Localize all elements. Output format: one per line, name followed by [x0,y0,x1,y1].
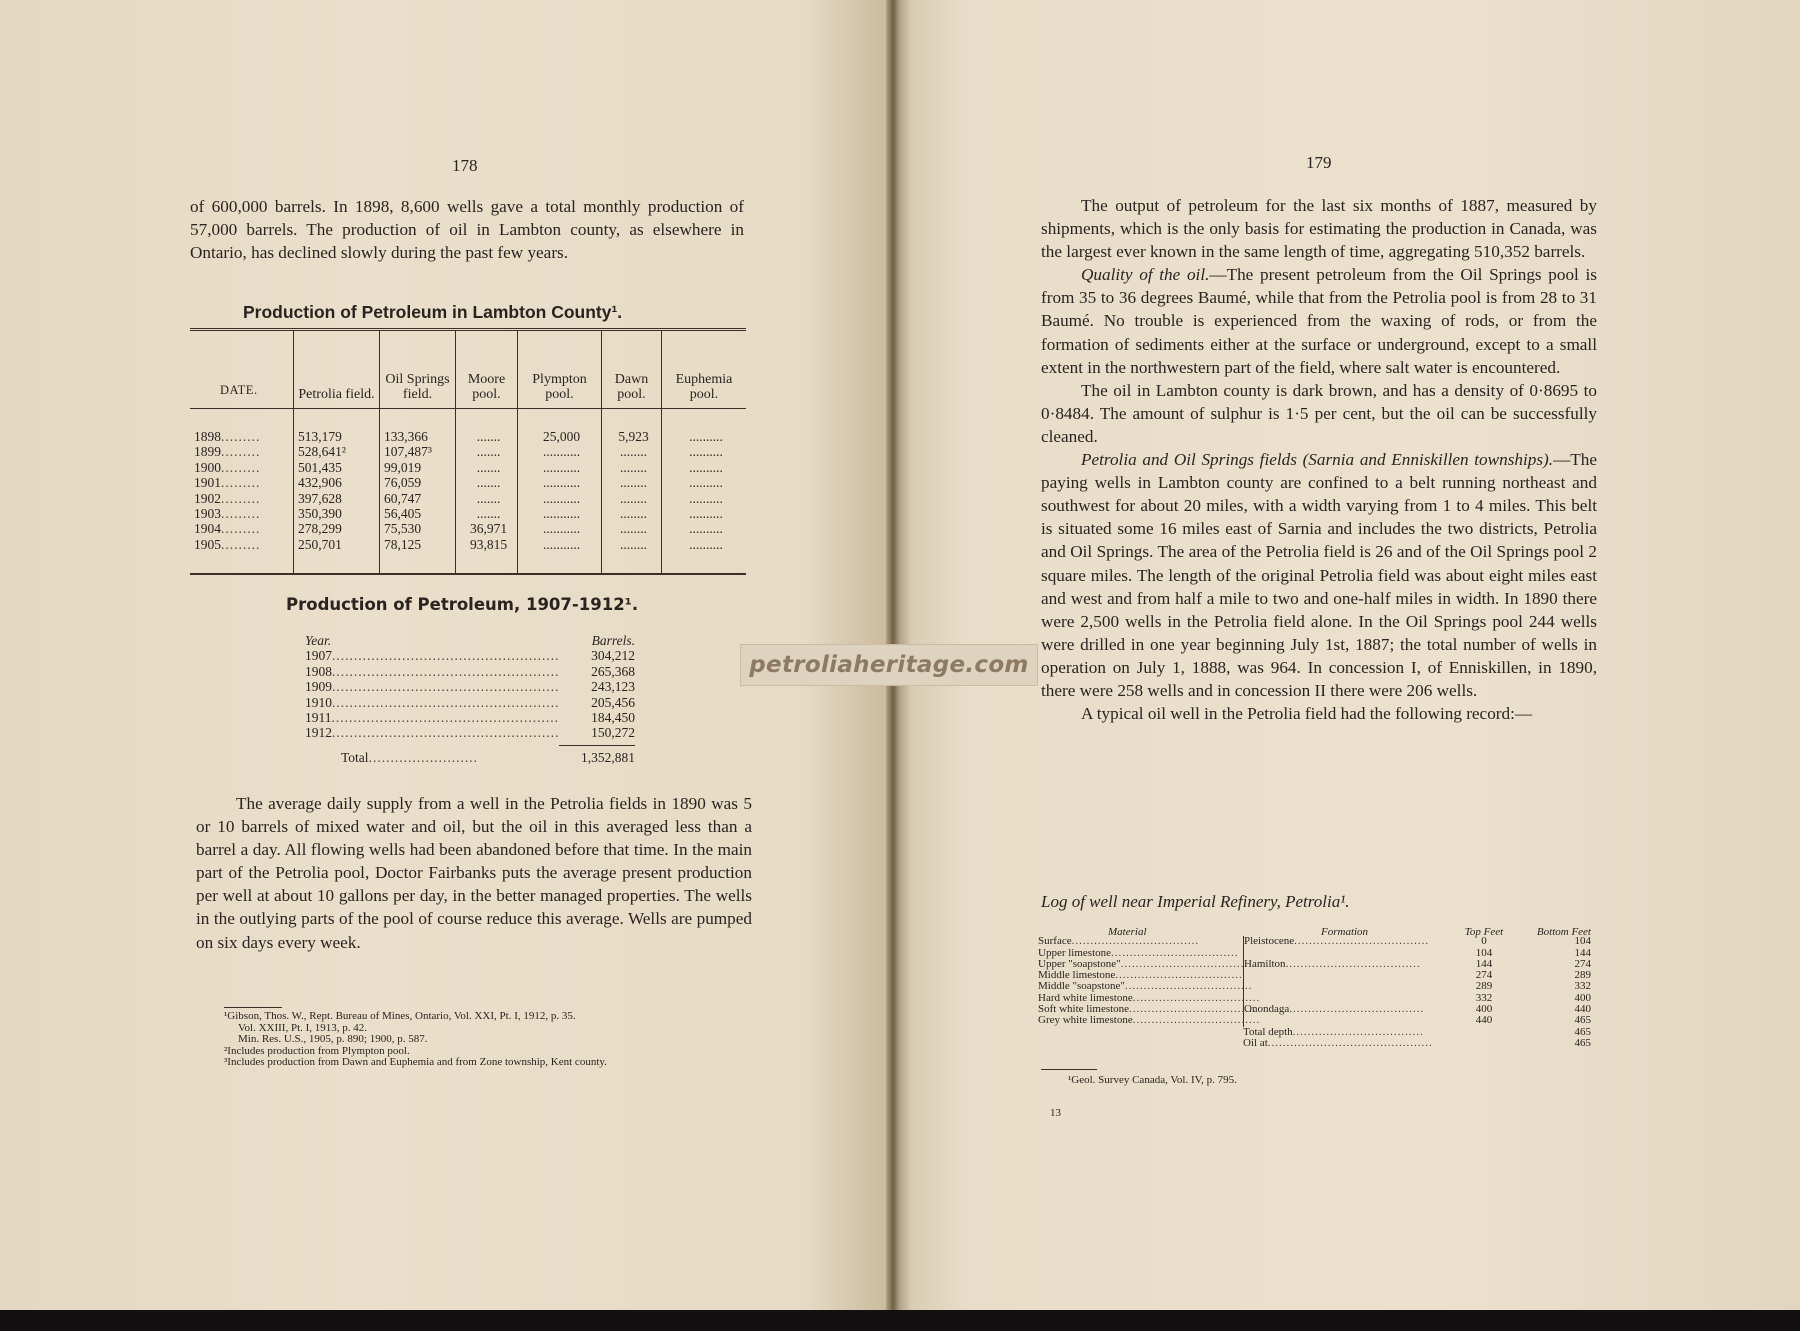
table1-cell: .......... [689,459,723,475]
table1-header-petrolia: Petrolia field. [294,331,380,408]
table2-header-barrels: Barrels. [591,633,635,648]
table1-cell: 99,019 [384,459,422,475]
table1-title: Production of Petroleum in Lambton County¹. [243,302,623,322]
table1-cell: 36,971 [469,521,508,537]
log-title: Log of well near Imperial Refinery, Petrolia¹. [1041,892,1350,911]
log-oil-label: Oil at............................................ [1243,1036,1433,1049]
table1-cell: .......... [689,429,723,444]
table2-year: 1911 [305,710,332,726]
right-page-number: 179 [1306,153,1332,172]
left-footnotes [224,1011,784,1069]
log-bottom: 144 [1574,946,1591,959]
table2-barrels: 184,450 [591,710,635,726]
table1-header-oil-springs: Oil Springs field. [380,331,456,408]
watermark-label: petroliaheritage.com [740,644,1038,686]
log-material: Middle limestone.................................. [1038,969,1243,982]
log-formation [1243,981,1453,992]
footnote-2: ²Includes production from Plympton pool. [224,1044,410,1057]
table1-header-dawn: Dawn pool. [602,331,662,408]
table1-cell: .......... [689,505,723,521]
log-top: 104 [1475,946,1493,959]
log-header-material: Material [1108,926,1147,938]
log-oil-row [1038,1038,1598,1049]
table2-year: 1912 [305,725,332,741]
log-formation: Hamilton.................................... [1243,959,1453,970]
table1-cell: 350,390 [298,505,342,521]
log-bottom: 332 [1574,980,1591,993]
table1-cell: ........ [620,459,647,475]
table1-col-plympton [518,409,602,573]
log-header-bottom: Bottom Feet [1536,926,1591,938]
table1-cell: ........ [620,505,647,521]
table1-cell: 397,628 [298,490,342,506]
para-fields-text: —The paying wells in Lambton county are confined to a belt running northeast and southwest for about 20 miles, with a width varying from 1 to 4 miles. This belt is situated some 16 miles east of Sarnia and includes the two districts, Petrolia and Oil Springs. The area of the Petrolia field is 26 and of the Oil Springs pool 2 square miles. The length of the original Petrolia field was about eight miles east and west and from half a mile to two and one-half miles in width. In 1890 there were 2,500 wells in the Petrolia field alone. In the Oil Springs pool 244 wells were drilled in one year beginning July 1st, 1887; the total number of wells in operation on July 1, 1888, was 964. In concession I, of Enniskillen, in 1890, there were 258 wells and in concession II there were 206 wells. [1041,450,1597,700]
lambton-production-table [190,328,746,575]
table1-cell: 432,906 [298,475,342,491]
log-top: 144 [1475,957,1493,970]
table1-cell: ....... [476,429,501,444]
para-quality-text: —The present petroleum from the Oil Springs pool is from 35 to 36 degrees Baumé, while that from the Petrolia pool is from 28 to 31 Baumé. No trouble is experienced from the waxing of rods, or from the formation of sediments either at the surface or underground, except to a small extent in the northwestern part of the field, where salt water is encountered. [1041,265,1597,377]
para-fields [1041,448,1597,702]
table1-cell: ....... [476,444,501,460]
table2-row: 1912 .................................................... 150,272 [305,725,635,741]
table1-header-plympton: Plympton pool. [518,331,602,408]
table2-row: 1907 .................................................... 304,212 [305,648,635,664]
table1-header-date: DATE. [190,331,294,408]
log-bottom: 274 [1574,957,1591,970]
table1-header-moore: Moore pool. [456,331,518,408]
log-header-top: Top Feet [1464,926,1504,938]
table1-cell: .......... [689,521,723,537]
table1-cell: ........... [542,459,581,475]
footnote-1-cont2: Min. Res. U.S., 1905, p. 890; 1900, p. 587. [238,1033,428,1045]
log-top: 440 [1475,1014,1493,1027]
table1-cell: ........... [542,475,581,491]
table1-cell: 93,815 [469,536,508,552]
log-material: Upper "soapstone".................................. [1038,957,1249,970]
table2-header-year: Year. [305,633,332,648]
table2-row: 1911 .................................................... 184,450 [305,710,635,726]
table1-cell: ........... [542,536,581,552]
table2-total-value: 1,352,881 [581,749,635,765]
table1-cell: .......... [689,475,723,491]
log-formation: Pleistocene.................................... [1243,936,1453,947]
table1-cell: 76,059 [384,475,422,491]
para-density: The oil in Lambton county is dark brown, and has a density of 0·8695 to 0·8484. The amount of sulphur is 1·5 per cent, but the oil can be successfully cleaned. [1041,380,1597,446]
log-top: 332 [1475,991,1493,1004]
table1-col-date [190,409,294,573]
table1-cell: 1904......... [194,521,261,537]
log-bottom: 465 [1574,1014,1591,1027]
production-1907-1912-table [305,633,635,765]
table1-cell: ........... [542,505,581,521]
table2-total-label: Total......................... [341,749,478,765]
table1-cell: 1902......... [194,490,261,506]
table2-header-row [305,633,635,648]
background-strip [0,1310,1800,1331]
table1-cell: 1899......... [194,444,261,460]
para-output-1887: The output of petroleum for the last six months of 1887, measured by shipments, which is the only basis for estimating the production in Canada, was the largest ever known in the same length of time, aggregating 510,352 barrels. [1041,196,1597,262]
log-top: 289 [1475,980,1493,993]
log-material: Surface.................................. [1038,935,1200,948]
left-page-number: 178 [452,156,478,175]
log-formation [1243,970,1453,981]
table1-cell: 278,299 [298,521,342,537]
table1-body [190,409,746,575]
right-body-text [1041,194,1597,725]
table1-cell: ........... [542,521,581,537]
table1-cell: ........ [620,521,647,537]
right-footnote: ¹Geol. Survey Canada, Vol. IV, p. 795. [1068,1074,1237,1086]
table2-row: 1909 .................................................... 243,123 [305,679,635,695]
table2-year: 1910 [305,694,332,710]
log-material: Upper limestone.................................. [1038,946,1239,959]
well-log-table [1038,927,1598,1049]
table1-cell: 1900......... [194,459,261,475]
log-material: Middle "soapstone".................................. [1038,980,1253,993]
log-oil-value: 465 [1574,1036,1591,1049]
log-total-label: Total depth................................... [1243,1025,1424,1038]
table2-title: Production of Petroleum, 1907-1912¹. [286,595,639,614]
table1-cell: 25,000 [542,429,581,444]
footnote-rule [224,1007,282,1008]
table1-col-euphemia [662,409,746,573]
log-material: Soft white limestone.................................. [1038,1003,1257,1016]
table1-cell: ........ [620,536,647,552]
table1-cell: ........... [542,444,581,460]
table1-col-moore [456,409,518,573]
table1-cell: ........ [620,490,647,506]
table2-rows [305,648,635,740]
intro-text: of 600,000 barrels. In 1898, 8,600 wells gave a total monthly production of 57,000 barrels. The production of oil in Lambton county, as elsewhere in Ontario, has declined slowly during the past few years. [190,197,744,263]
table1-cell: 1901......... [194,475,261,491]
log-header-formation: Formation [1321,926,1369,938]
table2-year: 1907 [305,648,332,664]
footnote-1-cont: Vol. XXIII, Pt. I, 1913, p. 42. [238,1021,368,1034]
table1-cell: .......... [689,490,723,506]
table2-year: 1908 [305,663,332,679]
table1-header-row [190,328,746,409]
log-rows [1038,936,1598,1026]
table2-barrels: 243,123 [591,679,635,695]
table1-cell: 75,530 [384,521,422,537]
table1-cell: 250,701 [298,536,342,552]
table2-barrels: 265,368 [591,663,635,679]
table1-cell: 107,487³ [384,444,432,460]
log-total-value: 465 [1574,1025,1591,1038]
para-typical-well: A typical oil well in the Petrolia field had the following record:— [1081,704,1533,724]
para-quality-heading: Quality of the oil. [1081,265,1210,285]
table1-header-euphemia: Euphemia pool. [675,372,733,402]
table2-row: 1910 .................................................... 205,456 [305,694,635,710]
log-formation: Onondaga.................................... [1243,1004,1453,1015]
footnote-1: ¹Gibson, Thos. W., Rept. Bureau of Mines, Ontario, Vol. XXI, Pt. I, 1912, p. 35. [224,1010,576,1022]
table1-cell: 528,641² [298,444,346,460]
log-top: 274 [1475,969,1493,982]
table2-total-rule [559,745,635,746]
table2-total-row [341,750,635,765]
log-top: 400 [1475,1003,1493,1016]
table1-cell: ....... [476,505,501,521]
table1-cell: 60,747 [384,490,422,506]
table1-cell: .......... [689,444,723,460]
table2-barrels: 150,272 [591,725,635,741]
table1-cell: 133,366 [384,429,428,444]
log-bottom: 440 [1574,1003,1591,1016]
table2-barrels: 205,456 [591,694,635,710]
table1-cell: .......... [689,536,723,552]
table1-cell: 513,179 [298,429,342,444]
table1-cell: ........... [542,490,581,506]
table1-cell: ........ [620,475,647,491]
log-bottom: 289 [1574,969,1591,982]
table1-cell: 1898......... [194,429,261,444]
table1-cell: ....... [476,490,501,506]
table1-col-oil-springs [380,409,456,573]
left-intro-paragraph [190,195,744,264]
footnote-3: ³Includes production from Dawn and Euphemia and from Zone township, Kent county. [224,1056,607,1068]
table2-barrels: 304,212 [591,648,635,664]
log-material: Hard white limestone.................................. [1038,991,1261,1004]
table1-col-petrolia [294,409,380,573]
table1-col-dawn [602,409,662,573]
log-top: 0 [1481,935,1487,948]
main-paragraph-text: The average daily supply from a well in the Petrolia fields in 1890 was 5 or 10 barrels of mixed water and oil, but the oil in this averaged less than a barrel a day. All flowing wells had been abandoned before that time. In the main part of the Petrolia pool, Doctor Fairbanks puts the average present production per well at about 10 gallons per day, in the better managed properties. The wells in the outlying parts of the pool of course reduce this average. Wells are pumped on six days every week. [196,794,752,952]
table2-row: 1908 .................................................... 265,368 [305,663,635,679]
right-footnote-rule [1041,1069,1097,1070]
table1-cell: ....... [476,475,501,491]
table1-cell: 78,125 [384,536,422,552]
table1-cell: 1903......... [194,505,261,521]
table1-cell: 501,435 [298,459,342,475]
table2-year: 1909 [305,679,332,695]
signature-mark: 13 [1050,1107,1061,1119]
table1-cell: 5,923 [618,429,649,444]
left-main-paragraph [196,792,752,954]
log-material: Grey white limestone.................................. [1038,1014,1261,1027]
log-bottom: 400 [1574,991,1591,1004]
table1-cell: 1905......... [194,536,261,552]
log-bottom: 104 [1574,935,1591,948]
para-quality [1041,263,1597,378]
table1-cell: ........ [620,444,647,460]
para-fields-heading: Petrolia and Oil Springs fields (Sarnia and Enniskillen townships). [1081,450,1554,470]
table1-cell: ....... [476,459,501,475]
table1-cell: 56,405 [384,505,422,521]
